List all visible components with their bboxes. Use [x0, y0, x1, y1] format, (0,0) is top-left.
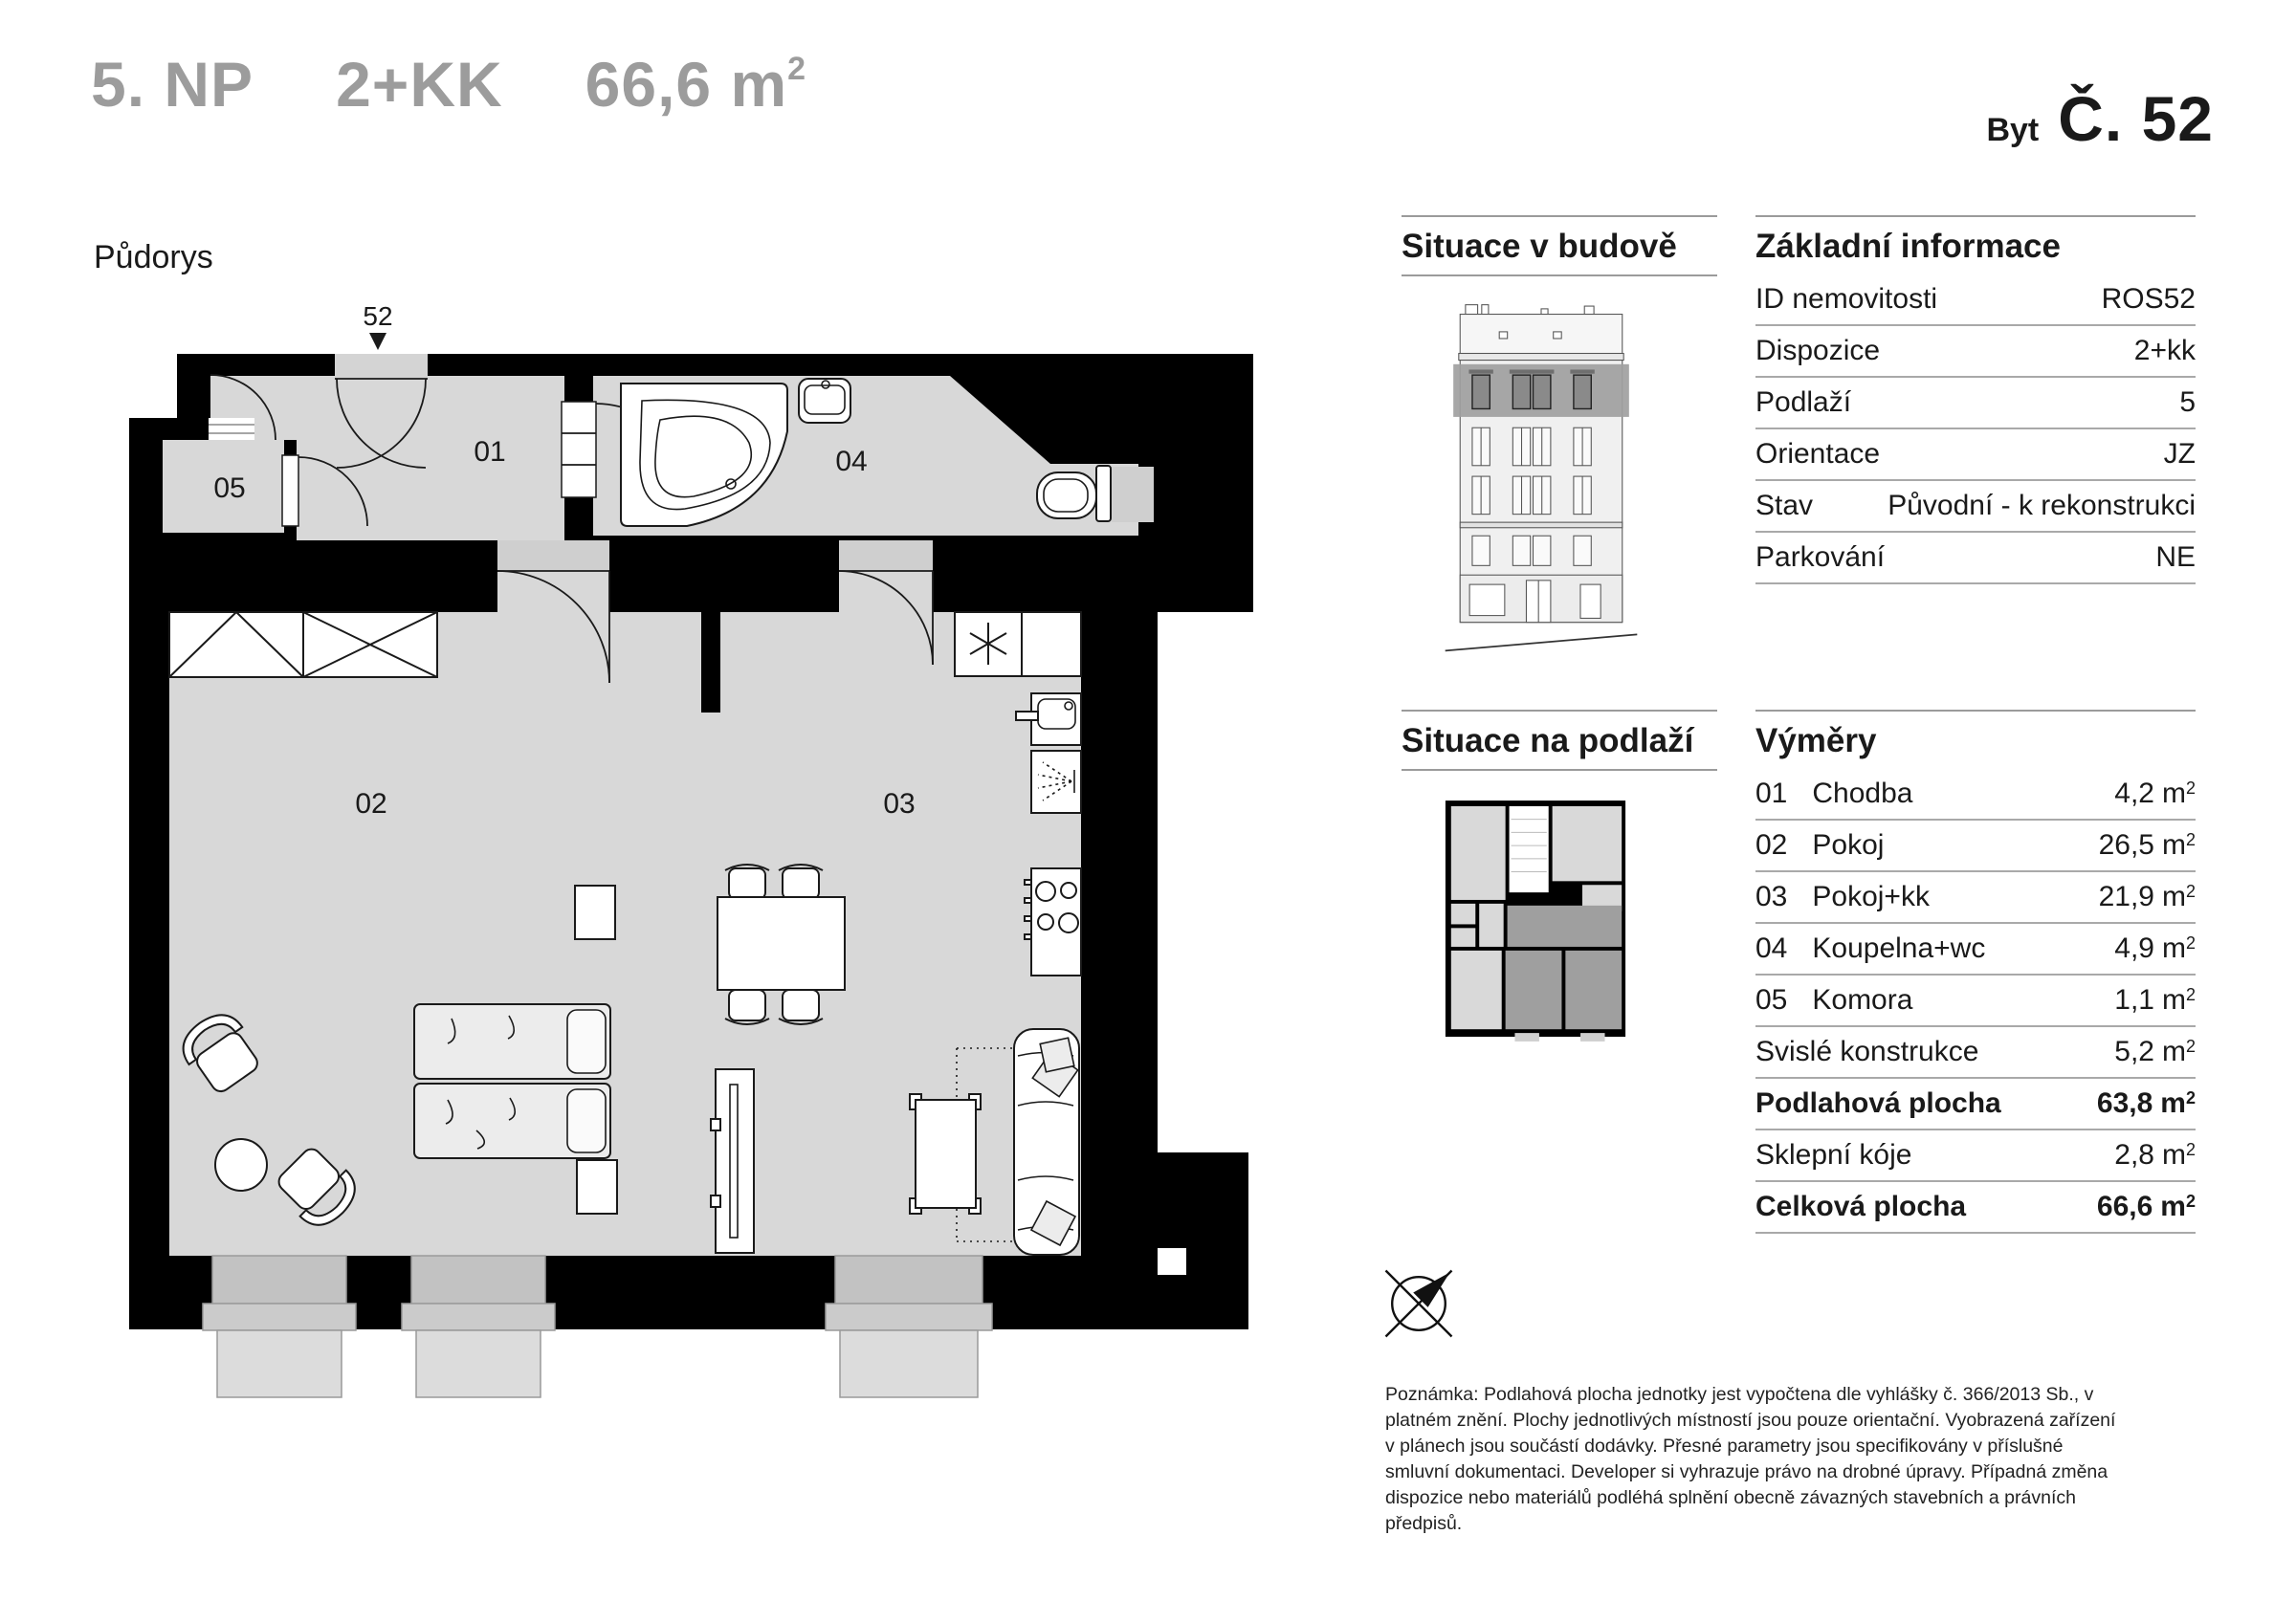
- plan-title: Půdorys: [94, 239, 213, 275]
- nightstand-icon: [577, 1160, 617, 1214]
- unit-highlight-room: [1506, 951, 1562, 1029]
- sofa-icon: [1014, 1029, 1079, 1255]
- room-label-02: 02: [355, 788, 387, 820]
- rule: [1402, 215, 1717, 217]
- dishwasher-icon: [1031, 751, 1081, 813]
- unit-badge: [1986, 82, 2214, 155]
- section-title-floor-situation: Situace na podlaží: [1402, 722, 1694, 759]
- chair-icon: [779, 990, 823, 1024]
- bay-window-right: [826, 1256, 992, 1397]
- info-row: Orientace JZ: [1755, 429, 2196, 481]
- room-label-01: 01: [474, 436, 506, 468]
- coffee-table-icon: [910, 1094, 981, 1214]
- rule: [1402, 274, 1717, 276]
- bed-icon: [414, 1084, 610, 1158]
- chair-icon: [725, 990, 769, 1024]
- area-row: Sklepní kóje 2,8 $m^2$: [1755, 1130, 2196, 1182]
- chair-icon: [779, 865, 823, 899]
- room-label-05: 05: [213, 472, 246, 504]
- stove-icon: [1025, 868, 1081, 976]
- section-title-building: Situace v budově: [1402, 228, 1677, 265]
- sink-icon: [799, 379, 850, 423]
- toilet-icon: [1037, 466, 1111, 521]
- area-row: 02 Pokoj 26,5 $m^2$: [1755, 821, 2196, 872]
- compass-icon: [1375, 1260, 1463, 1348]
- building-elevation: [1440, 299, 1643, 668]
- unit-highlight-strip: [1508, 906, 1623, 947]
- area-row-total: Celková plocha 66,6 $m^2$: [1755, 1182, 2196, 1234]
- partition-stub: [701, 612, 720, 713]
- header-floor: 5. NP: [91, 49, 254, 120]
- section-title-basic-info: Základní informace: [1755, 228, 2061, 265]
- rule: [1402, 710, 1717, 712]
- chair-icon: [725, 865, 769, 899]
- rule: [1755, 215, 2196, 217]
- note-text: Poznámka: Podlahová plocha jednotky jest vypočtena dle vyhlášky č. 366/2013 Sb., v platném znění. Plochy jednotlivých místností jsou pouze orientační. Vyobrazená zařízení v plánech jsou součástí dodávky. Přesné parametry jsou specifikovány v příslušné smluvní dokumentaci. Developer si vyhrazuje právo na drobné úpravy. Případná změna dispozice nebo materiálů podléhá splnění obecně závazných stavebních a právních předpisů.: [1385, 1384, 2116, 1534]
- room-label-03: 03: [883, 788, 916, 820]
- header-disposition: 2+KK: [336, 49, 503, 120]
- unit-prefix: Byt: [1986, 112, 2040, 148]
- rule: [1402, 769, 1717, 771]
- header-area: 66,6 $m^2$: [585, 49, 807, 120]
- area-row: 05 Komora 1,1 $m^2$: [1755, 976, 2196, 1027]
- info-row: Stav Původní - k rekonstrukci: [1755, 481, 2196, 533]
- entry-marker-label: 52: [363, 301, 393, 331]
- bay-window-left: [203, 1256, 356, 1397]
- unit-highlight-room: [1565, 951, 1622, 1029]
- info-row: Dispozice 2+kk: [1755, 326, 2196, 378]
- area-row: Svislé konstrukce 5,2 $m^2$: [1755, 1027, 2196, 1079]
- basic-info-table: [1755, 274, 2196, 584]
- komora-window: [209, 418, 254, 440]
- unit-number: Č. 52: [2058, 83, 2214, 154]
- bed-icon: [414, 1004, 610, 1079]
- rule: [1755, 710, 2196, 712]
- side-table-icon: [215, 1139, 267, 1191]
- entry-arrow-icon: [369, 333, 386, 350]
- sheet-header: [91, 48, 806, 121]
- area-row-total-floor: Podlahová plocha 63,8 $m^2$: [1755, 1079, 2196, 1130]
- info-row: Parkování NE: [1755, 533, 2196, 584]
- radiator-icon: [711, 1069, 754, 1253]
- bay-window-mid: [402, 1256, 555, 1397]
- floor-plan: [96, 210, 1292, 1435]
- floor-minimap: [1442, 797, 1629, 1045]
- room-label-04: 04: [835, 446, 868, 477]
- fridge-icon: [955, 612, 1022, 676]
- info-row: ID nemovitosti ROS52: [1755, 274, 2196, 326]
- info-row: Podlaží 5: [1755, 378, 2196, 429]
- wardrobe-icon: [169, 612, 437, 677]
- nightstand-icon: [575, 886, 615, 939]
- area-row: 03 Pokoj+kk 21,9 $m^2$: [1755, 872, 2196, 924]
- section-title-areas: Výměry: [1755, 722, 1877, 759]
- dining-table-icon: [718, 897, 845, 990]
- areas-table: [1755, 769, 2196, 1234]
- area-row: 01 Chodba 4,2 $m^2$: [1755, 769, 2196, 821]
- area-row: 04 Koupelna+wc 4,9 $m^2$: [1755, 924, 2196, 976]
- kitchen-counter: [1022, 612, 1081, 676]
